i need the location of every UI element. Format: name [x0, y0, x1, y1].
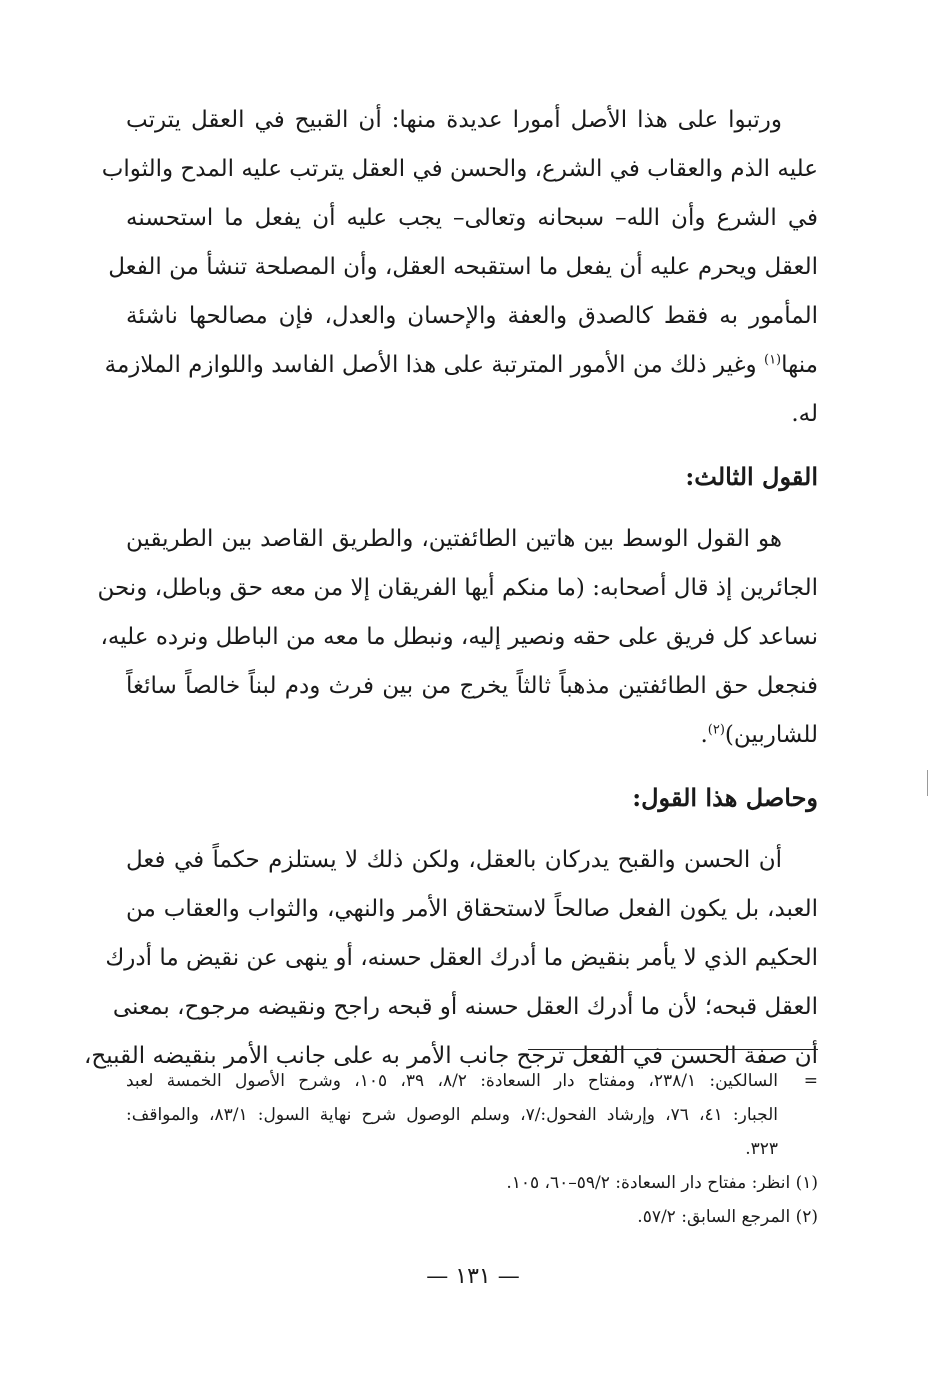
paragraph-line: العقل قبحه؛ لأن ما أدرك العقل حسنه أو قبحه راجح ونقيضه مرجوح، بمعنى	[112, 994, 818, 1020]
footnote-reference: (٢)	[707, 722, 725, 738]
footnotes	[126, 1064, 818, 1234]
inline-text: وغير ذلك من الأمور المترتبة على هذا الأصل الفاسد واللوازم الملازمة	[104, 352, 764, 378]
paragraph-line: الجائرين إذ قال أصحابه: (ما منكم أيها الفريقان إلا من معه حق وباطل، ونحن	[97, 575, 818, 601]
footnote-continuation	[126, 1064, 818, 1166]
paragraph-3	[83, 836, 818, 1081]
paragraph-line: عليه الذم والعقاب في الشرع، والحسن في العقل يترتب عليه المدح والثواب	[101, 156, 818, 182]
paragraph-line: ورتبوا على هذا الأصل أمورا عديدة منها: أن القبيح في العقل يترتب	[126, 107, 782, 133]
paragraph-line: العبد، بل يكون الفعل صالحاً لاستحقاق الأمر والنهي، والثواب والعقاب من	[126, 896, 818, 922]
paragraph-line: أن صفة الحسن في الفعل ترجح جانب الأمر به على جانب الأمر بنقيضه القبيح،	[83, 1043, 818, 1069]
paragraph-line	[104, 341, 818, 390]
inline-text: للشاربين)	[724, 722, 818, 748]
paragraph-line: أن الحسن والقبح يدركان بالعقل، ولكن ذلك لا يستلزم حكماً في فعل	[126, 847, 782, 873]
paragraph-line	[126, 711, 818, 760]
footnote-line: ٣٢٣.	[745, 1139, 778, 1159]
footnote-line: الجبار: ٤١، ٧٦، وإرشاد الفحول:/٧، وسلم الوصول شرح نهاية السول: ٨٣/١، والمواقف:	[126, 1105, 779, 1125]
paragraph-line: في الشرع وأن الله– سبحانه وتعالى– يجب عليه أن يفعل ما استحسنه	[126, 205, 818, 231]
footnote-reference: (١)	[763, 352, 782, 368]
paragraph-line: نساعد كل فريق على حقه ونصير إليه، ونبطل ما معه من الباطل ونرده عليه،	[100, 624, 818, 650]
paragraph-2	[97, 515, 818, 760]
footnote-line: السالكين: ٢٣٨/١، ومفتاح دار السعادة: ٨/٢، ٣٩، ١٠٥، وشرح الأصول الخمسة لعبد	[126, 1071, 778, 1091]
page-number: — ١٣١ —	[426, 1264, 520, 1289]
inline-text: .	[700, 722, 708, 748]
paragraph-line: الحكيم الذي لا يأمر بنقيض ما أدرك العقل حسنه، أو ينهى عن نقيض ما أدرك	[105, 945, 818, 971]
paragraph-line: فنجعل حق الطائفتين مذهباً ثالثاً يخرج من بين فرث ودم لبناً خالصاً سائغاً	[126, 673, 818, 699]
paragraph-line: العقل ويحرم عليه أن يفعل ما استقبحه العقل، وأن المصلحة تنشأ من الفعل	[108, 254, 818, 280]
scan-edge-mark	[927, 770, 928, 796]
paragraph-1	[101, 96, 818, 439]
paragraph-line: المأمور به فقط كالصدق والعفة والإحسان والعدل، فإن مصالحها ناشئة	[126, 303, 818, 329]
footnote-divider	[528, 1049, 818, 1050]
main-text	[83, 96, 818, 1081]
continuation-marker: =	[803, 1071, 818, 1091]
section-heading: وحاصل هذا القول:	[632, 783, 818, 812]
paragraph-line: هو القول الوسط بين هاتين الطائفتين، والطريق القاصد بين الطريقين	[126, 526, 782, 552]
footnote-1: (١) انظر: مفتاح دار السعادة: ٥٩/٢–٦٠، ١٠٥.	[506, 1173, 818, 1193]
section-heading: القول الثالث:	[685, 462, 818, 491]
inline-text: منها	[781, 352, 818, 378]
footnote-2: (٢) المرجع السابق: ٥٧/٢.	[637, 1207, 818, 1227]
paragraph-line: له.	[791, 401, 818, 427]
